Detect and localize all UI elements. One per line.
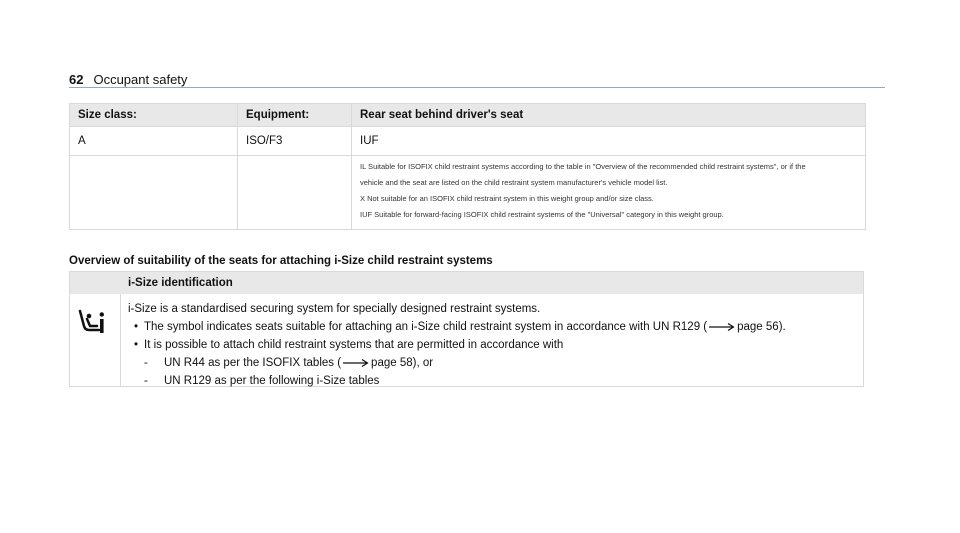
note-line: IUF Suitable for forward-facing ISOFIX child restraint systems of the "Universal" category in this weight group. bbox=[360, 210, 724, 219]
isofix-table bbox=[69, 103, 866, 230]
note-line: IL Suitable for ISOFIX child restraint systems according to the table in "Overview of the recommended child restraint systems", or if the bbox=[360, 162, 806, 171]
empty-cell bbox=[70, 156, 237, 229]
page-reference-link[interactable]: page 58 bbox=[371, 357, 413, 369]
header-divider bbox=[69, 87, 885, 88]
bullet-text: It is possible to attach child restraint systems that are permitted in accordance with bbox=[144, 339, 564, 351]
column-header: Equipment: bbox=[237, 104, 351, 126]
bullet-content bbox=[144, 318, 786, 336]
table-notes-row bbox=[70, 155, 865, 229]
table-header-row bbox=[70, 272, 863, 294]
page-number: 62 bbox=[69, 72, 84, 87]
empty-cell bbox=[70, 272, 121, 294]
sub-content bbox=[164, 354, 433, 372]
note-line: X Not suitable for an ISOFIX child restraint system in this weight group and/or size class. bbox=[360, 194, 654, 203]
section-heading: Overview of suitability of the seats for attaching i-Size child restraint systems bbox=[69, 255, 493, 267]
i-size-seat-icon bbox=[77, 309, 107, 337]
icon-cell bbox=[70, 294, 121, 386]
table-header-row bbox=[70, 104, 865, 126]
column-header: i-Size identification bbox=[128, 277, 233, 289]
column-header: Rear seat behind driver's seat bbox=[351, 104, 865, 126]
sub-item bbox=[128, 354, 863, 372]
note-line: vehicle and the seat are listed on the child restraint system manufacturer's vehicle model list. bbox=[360, 178, 668, 187]
bullet-text-end: ). bbox=[778, 321, 786, 333]
sub-text: UN R129 as per the following i-Size tables bbox=[164, 375, 380, 387]
sub-text-end: ), or bbox=[412, 357, 434, 369]
table-row bbox=[70, 126, 865, 155]
section-title-header: Occupant safety bbox=[93, 72, 188, 87]
bullet-item bbox=[128, 318, 863, 336]
table-notes bbox=[351, 156, 865, 229]
page-header bbox=[69, 72, 187, 87]
intro-text: i-Size is a standardised securing system for specially designed restraint systems. bbox=[128, 303, 541, 315]
bullet-icon: • bbox=[133, 339, 139, 351]
table-row bbox=[70, 294, 863, 386]
sub-text: UN R44 as per the ISOFIX tables ( bbox=[164, 357, 342, 369]
sub-item bbox=[128, 372, 863, 390]
bullet-icon: • bbox=[133, 321, 139, 333]
empty-cell bbox=[237, 156, 351, 229]
arrow-right-icon bbox=[343, 359, 369, 367]
table-cell: IUF bbox=[351, 127, 865, 155]
i-size-table bbox=[69, 271, 864, 387]
bullet-item bbox=[128, 336, 863, 354]
table-cell: ISO/F3 bbox=[237, 127, 351, 155]
table-cell: A bbox=[78, 135, 86, 147]
dash-icon: - bbox=[144, 375, 148, 387]
bullet-text: The symbol indicates seats suitable for attaching an i-Size child restraint system in accordance with UN R129 ( bbox=[144, 321, 708, 333]
dash-icon: - bbox=[144, 357, 148, 369]
page-reference-link[interactable]: page 56 bbox=[737, 321, 779, 333]
column-header: Size class: bbox=[78, 109, 137, 121]
description-cell bbox=[121, 294, 863, 386]
arrow-right-icon bbox=[709, 323, 735, 331]
